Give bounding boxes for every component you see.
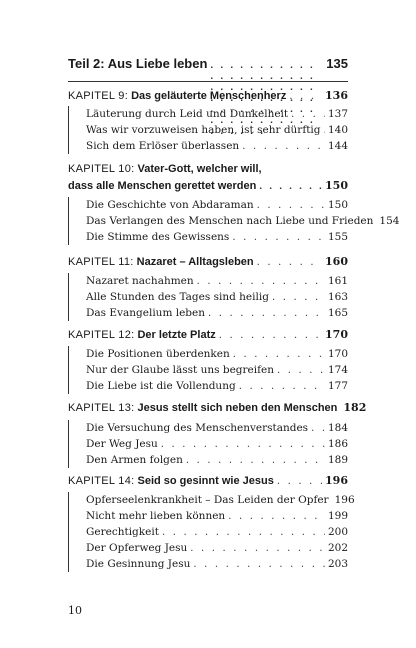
dot-leader <box>162 527 325 538</box>
entry-page: 150 <box>327 199 348 211</box>
entry-title: Läuterung durch Leid und Dunkelheit <box>86 108 289 120</box>
chapter-label: KAPITEL 10: <box>68 163 135 175</box>
entry-page: 189 <box>327 454 348 466</box>
dot-leader <box>193 559 325 570</box>
toc-entry[interactable] <box>68 542 348 554</box>
chapter-title: Vater-Gott, welcher will, <box>137 163 262 175</box>
entry-page: 137 <box>327 108 348 120</box>
entry-page: 186 <box>327 438 348 450</box>
part-heading[interactable] <box>68 56 348 76</box>
toc-entry[interactable] <box>68 380 348 392</box>
dot-leader <box>324 125 325 136</box>
dot-leader <box>190 543 325 554</box>
chapter-heading[interactable] <box>68 163 348 175</box>
chapter-heading[interactable] <box>68 474 348 487</box>
chapter-title: Jesus stellt sich neben den Menschen <box>137 402 338 414</box>
chapter-page: 150 <box>325 179 348 192</box>
entry-page: 177 <box>327 380 348 392</box>
toc-entry[interactable] <box>68 291 348 303</box>
chapter-label: KAPITEL 12: <box>68 329 135 341</box>
chapter-title: Der letzte Platz <box>137 329 216 341</box>
part-title: Teil 2: Aus Liebe leben <box>68 56 208 71</box>
entry-page: 155 <box>327 231 348 243</box>
chapter-title: Das geläuterte Menschenherz <box>131 90 287 102</box>
toc-entry[interactable] <box>68 124 348 136</box>
toc-entry[interactable] <box>68 275 348 287</box>
toc-entry[interactable] <box>68 348 348 360</box>
toc-entry[interactable] <box>68 215 400 227</box>
toc-entry[interactable] <box>68 422 348 434</box>
chapter-page: 136 <box>325 89 348 102</box>
entry-page: 199 <box>327 510 348 522</box>
entry-title: Sich dem Erlöser überlassen <box>86 140 240 152</box>
entry-title: Das Evangelium leben <box>86 307 206 319</box>
chapter-label: KAPITEL 13: <box>68 402 135 414</box>
part-divider <box>68 81 348 82</box>
toc-entry[interactable] <box>68 558 348 570</box>
toc-entry[interactable] <box>68 454 348 466</box>
dot-leader <box>277 476 322 487</box>
dot-leader <box>233 349 325 360</box>
entry-title: Den Armen folgen <box>86 454 183 466</box>
entry-title: Nazaret nachahmen <box>86 275 194 287</box>
dot-leader <box>208 308 325 319</box>
entry-title: Die Geschichte von Abdaraman <box>86 199 254 211</box>
toc-entry[interactable] <box>68 199 348 211</box>
chapter-heading[interactable] <box>68 89 348 102</box>
dot-leader <box>242 141 325 152</box>
entry-title: Das Verlangen des Menschen nach Liebe und Frieden <box>86 215 374 227</box>
entry-title: Die Liebe ist die Vollendung <box>86 380 236 392</box>
chapter-page: 196 <box>325 474 348 487</box>
entry-title: Alle Stunden des Tages sind heilig <box>86 291 269 303</box>
entry-title: Die Gesinnung Jesu <box>86 558 191 570</box>
toc-entry[interactable] <box>68 108 348 120</box>
entry-page: 196 <box>334 494 355 506</box>
dot-leader <box>291 109 325 120</box>
chapter-heading-line2[interactable] <box>68 179 348 192</box>
entry-title: Opferseelenkrankheit – Das Leiden der Opfer <box>86 494 329 506</box>
dot-leader <box>257 257 322 268</box>
chapter-heading[interactable] <box>68 401 367 414</box>
toc-entry[interactable] <box>68 307 348 319</box>
chapter-label: KAPITEL 14: <box>68 475 135 487</box>
toc-entry[interactable] <box>68 510 348 522</box>
entry-page: 161 <box>327 275 348 287</box>
dot-leader <box>197 276 325 287</box>
entry-title: Nur der Glaube lässt uns begreifen <box>86 364 274 376</box>
toc-entry[interactable] <box>68 140 348 152</box>
toc-entry[interactable] <box>68 364 348 376</box>
dot-leader <box>277 365 325 376</box>
chapter-label: KAPITEL 9: <box>68 90 129 102</box>
dot-leader <box>289 91 322 102</box>
part-page: 135 <box>326 56 348 71</box>
entry-title: Gerechtigkeit <box>86 526 159 538</box>
dot-leader <box>259 181 322 192</box>
entry-page: 144 <box>327 140 348 152</box>
entry-title: Der Weg Jesu <box>86 438 158 450</box>
entry-title: Die Positionen überdenken <box>86 348 230 360</box>
chapter-heading[interactable] <box>68 255 348 268</box>
entry-title: Was wir vorzuweisen haben, ist sehr dürftig <box>86 124 321 136</box>
entry-page: 200 <box>327 526 348 538</box>
dot-leader <box>186 455 325 466</box>
chapter-page: 182 <box>343 401 367 414</box>
page-number: 10 <box>68 604 82 617</box>
chapter-label: KAPITEL 11: <box>68 256 134 268</box>
entry-page: 140 <box>327 124 348 136</box>
dot-leader <box>272 292 325 303</box>
dot-leader <box>239 381 325 392</box>
entry-page: 170 <box>327 348 348 360</box>
chapter-heading[interactable] <box>68 328 348 341</box>
dot-leader <box>161 439 325 450</box>
toc-entry[interactable] <box>68 231 348 243</box>
dot-leader <box>232 232 325 243</box>
chapter-title: Seid so gesinnt wie Jesus <box>137 475 274 487</box>
entry-page: 165 <box>327 307 348 319</box>
dot-leader <box>311 423 325 434</box>
toc-entry[interactable] <box>68 526 348 538</box>
chapter-title-continued: dass alle Menschen gerettet werden <box>68 180 257 192</box>
entry-title: Nicht mehr lieben können <box>86 510 226 522</box>
entry-page: 203 <box>327 558 348 570</box>
entry-title: Die Versuchung des Menschenverstandes <box>86 422 309 434</box>
dot-leader <box>257 200 325 211</box>
entry-page: 154 <box>379 215 400 227</box>
toc-entry[interactable] <box>68 438 348 450</box>
dot-leader <box>219 330 322 341</box>
chapter-page: 170 <box>325 328 348 341</box>
entry-page: 163 <box>327 291 348 303</box>
toc-entry[interactable] <box>68 494 355 506</box>
entry-page: 174 <box>327 364 348 376</box>
entry-title: Der Opferweg Jesu <box>86 542 188 554</box>
entry-page: 184 <box>327 422 348 434</box>
entry-page: 202 <box>327 542 348 554</box>
chapter-title: Nazaret – Alltagsleben <box>136 256 254 268</box>
entry-title: Die Stimme des Gewissens <box>86 231 230 243</box>
chapter-page: 160 <box>325 255 348 268</box>
dot-leader <box>228 511 325 522</box>
